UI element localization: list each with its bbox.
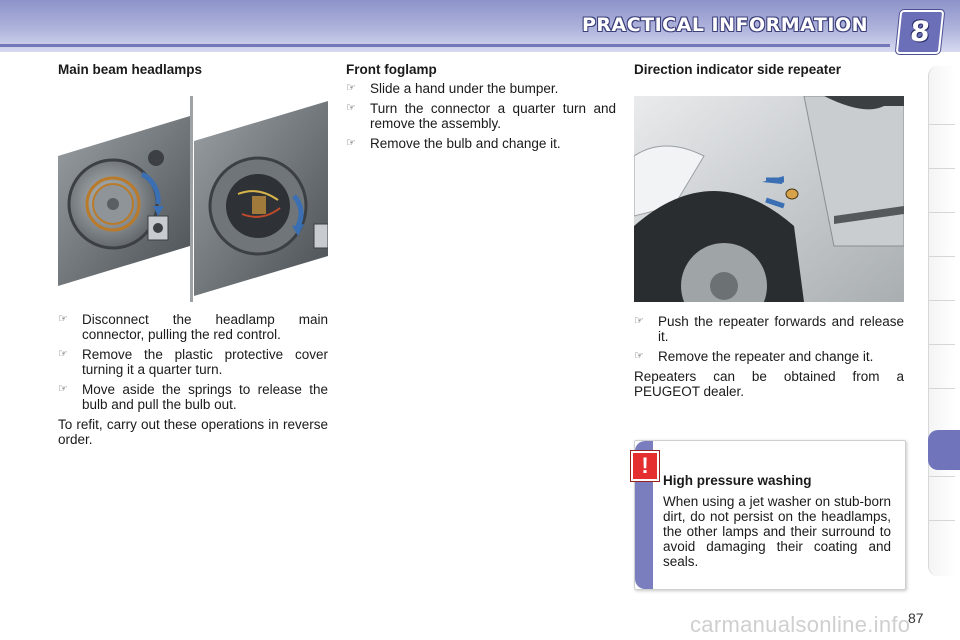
list-item <box>634 349 904 364</box>
tab-divider <box>929 388 955 389</box>
chapter-tab-active[interactable] <box>928 430 960 470</box>
step-text: Remove the bulb and change it. <box>370 136 561 151</box>
side-repeater-illustration <box>634 96 904 302</box>
dealer-note: Repeaters can be obtained from a PEUGEOT dealer. <box>634 369 904 399</box>
step-text: Disconnect the headlamp main connector, pulling the red control. <box>82 312 328 342</box>
step-text: Push the repeater forwards and release it. <box>658 314 904 344</box>
tab-divider <box>929 124 955 125</box>
warning-box <box>634 440 906 590</box>
step-text: Remove the repeater and change it. <box>658 349 874 364</box>
step-list <box>346 81 616 151</box>
pointing-hand-icon: ☞ <box>58 348 68 360</box>
tab-divider <box>929 212 955 213</box>
pointing-hand-icon: ☞ <box>634 350 644 362</box>
list-item <box>346 101 616 131</box>
step-list <box>634 314 904 364</box>
page-title: PRACTICAL INFORMATION <box>581 14 868 36</box>
step-text: Slide a hand under the bumper. <box>370 81 559 96</box>
pointing-hand-icon: ☞ <box>346 137 356 149</box>
step-list <box>58 312 328 412</box>
car-wing-drawing <box>634 96 904 302</box>
list-item <box>346 136 616 151</box>
tab-divider <box>929 520 955 521</box>
watermark: carmanualsonline.info <box>690 612 911 637</box>
header-rule <box>0 44 890 47</box>
pointing-hand-icon: ☞ <box>634 315 644 327</box>
headlamp-drawing <box>58 96 328 302</box>
list-item <box>634 314 904 344</box>
pointing-hand-icon: ☞ <box>346 82 356 94</box>
headlamp-illustration <box>58 96 328 302</box>
step-text: Turn the connector a quarter turn and remove the assembly. <box>370 101 616 131</box>
tab-divider <box>929 300 955 301</box>
list-item <box>346 81 616 96</box>
page-number: 87 <box>908 610 924 626</box>
section-heading: Front foglamp <box>346 62 437 77</box>
list-item <box>58 382 328 412</box>
exclamation-icon: ! <box>631 451 659 481</box>
pointing-hand-icon: ☞ <box>58 383 68 395</box>
pointing-hand-icon: ☞ <box>58 313 68 325</box>
warning-text: When using a jet washer on stub-born dirt, do not persist on the headlamps, the other lamps and their surround to avoid damaging their coating and seals. <box>663 494 891 569</box>
tab-divider <box>929 344 955 345</box>
refit-note: To refit, carry out these operations in reverse order. <box>58 417 328 447</box>
front-foglamp-section <box>346 62 616 156</box>
section-heading: Main beam headlamps <box>58 62 203 77</box>
chapter-tabs <box>928 66 955 576</box>
step-text: Move aside the springs to release the bulb and pull the bulb out. <box>82 382 328 412</box>
list-item <box>58 312 328 342</box>
main-beam-steps <box>58 312 328 447</box>
list-item <box>58 347 328 377</box>
side-repeater-section <box>634 62 904 85</box>
warning-content <box>663 473 891 569</box>
main-beam-section <box>58 62 328 85</box>
side-repeater-steps <box>634 314 904 399</box>
tab-divider <box>929 476 955 477</box>
tab-divider <box>929 256 955 257</box>
chapter-badge: 8 <box>896 10 945 54</box>
pointing-hand-icon: ☞ <box>346 102 356 114</box>
tab-divider <box>929 168 955 169</box>
section-heading: Direction indicator side repeater <box>634 62 842 77</box>
step-text: Remove the plastic protective cover turning it a quarter turn. <box>82 347 328 377</box>
warning-title: High pressure washing <box>663 473 812 488</box>
